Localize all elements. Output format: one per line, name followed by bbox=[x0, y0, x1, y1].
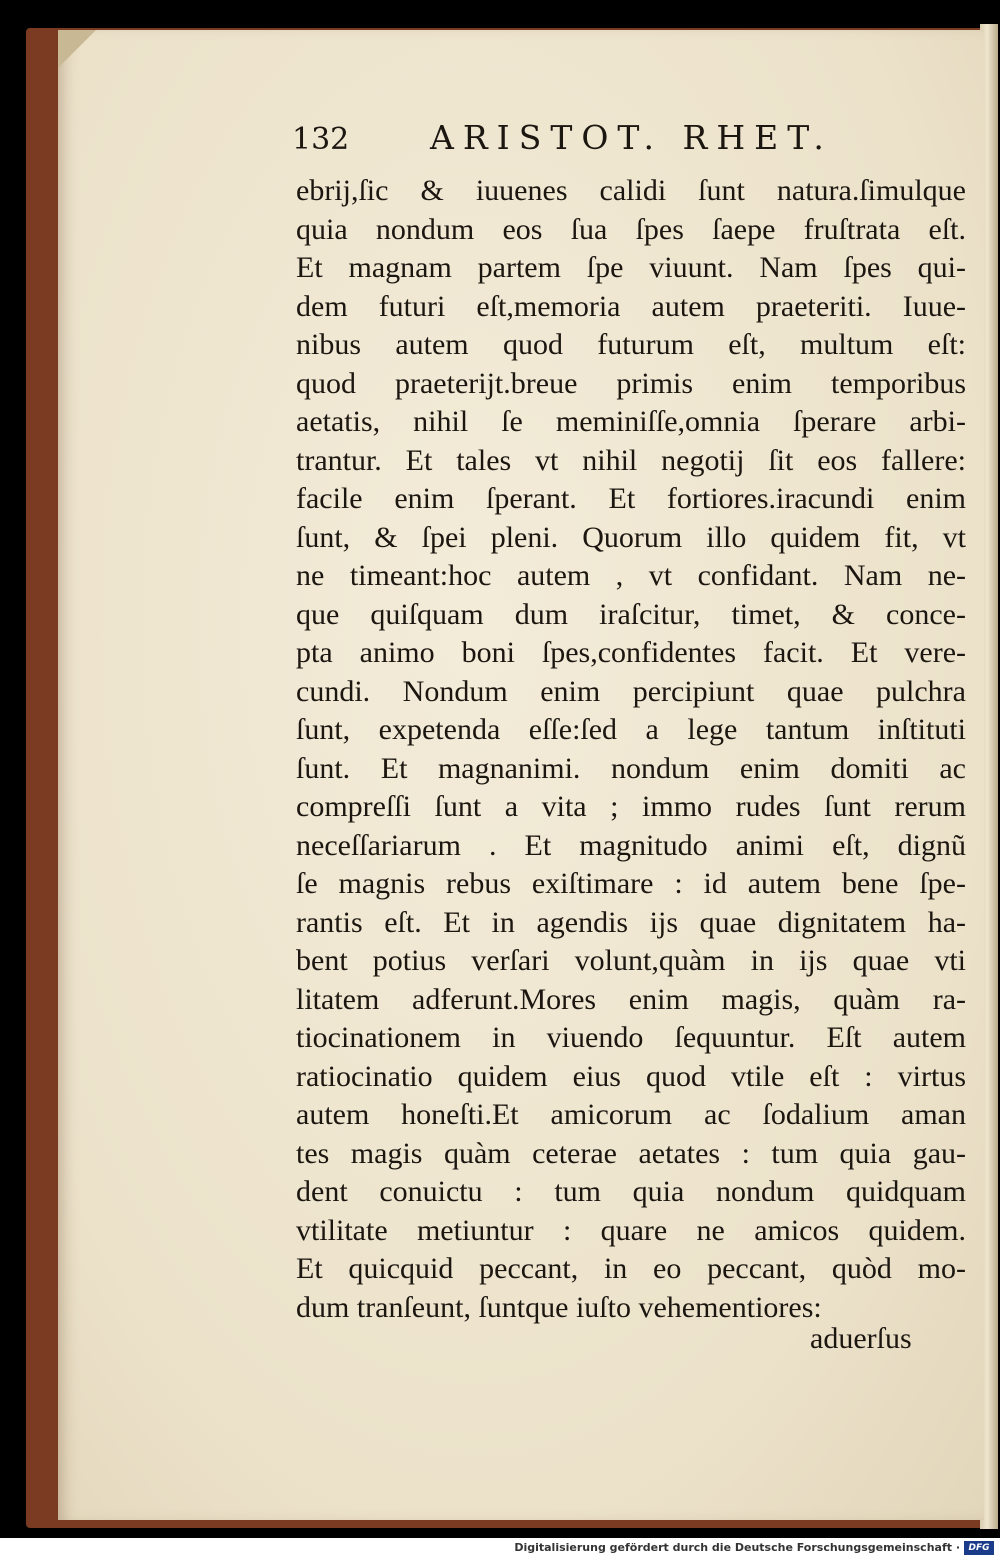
text-line: ſunt, & ſpei pleni. Quorum illo quidem fit, vt bbox=[296, 520, 966, 554]
text-line: tes magis quàm ceterae aetates : tum quia gau- bbox=[296, 1136, 966, 1170]
text-line: ſunt. Et magnanimi. nondum enim domiti ac bbox=[296, 751, 966, 785]
funding-credit: Digitalisierung gefördert durch die Deutsche Forschungsgemeinschaft · bbox=[514, 1541, 960, 1554]
text-line: ratiocinatio quidem eius quod vtile eſt : virtus bbox=[296, 1059, 966, 1093]
text-line: ſunt, expetenda eſſe:ſed a lege tantum inſtituti bbox=[296, 713, 966, 746]
text-line: facile enim ſperant. Et fortiores.iracundi enim bbox=[296, 482, 966, 515]
footer-bar bbox=[0, 1538, 1000, 1559]
running-title: ARISTOT. RHET. bbox=[430, 118, 833, 157]
text-line: cundi. Nondum enim percipiunt quae pulchra bbox=[296, 674, 966, 708]
text-line: dent conuictu : tum quia nondum quidquam bbox=[296, 1175, 966, 1208]
text-line: tiocinationem in viuendo ſequuntur. Eſt autem bbox=[296, 1021, 966, 1054]
text-line: autem honeſti.Et amicorum ac ſodalium aman bbox=[296, 1098, 966, 1131]
text-line: compreſſi ſunt a vita ; immo rudes ſunt rerum bbox=[296, 790, 966, 823]
catchword: aduerſus bbox=[810, 1322, 912, 1355]
page-number: 132 bbox=[292, 122, 350, 157]
text-line: aetatis, nihil ſe meminiſſe,omnia ſperare arbi- bbox=[296, 405, 966, 438]
text-line: Et quicquid peccant, in eo peccant, quòd mo- bbox=[296, 1252, 966, 1285]
text-line: vtilitate metiuntur : quare ne amicos quidem. bbox=[296, 1213, 966, 1247]
text-line: Et magnam partem ſpe viuunt. Nam ſpes qui- bbox=[296, 251, 966, 284]
text-line: ſe magnis rebus exiſtimare : id autem bene ſpe- bbox=[296, 867, 966, 900]
text-line: dem futuri eſt,memoria autem praeteriti. Iuue- bbox=[296, 289, 966, 323]
text-line: bent potius verſari volunt,quàm in ijs quae vti bbox=[296, 944, 966, 977]
text-line: ebrij,ſic & iuuenes calidi ſunt natura.ſimulque bbox=[296, 174, 966, 207]
text-line: litatem adferunt.Mores enim magis, quàm ra- bbox=[296, 982, 966, 1016]
body-text bbox=[296, 172, 966, 1327]
dfg-logo: DFG bbox=[964, 1541, 994, 1555]
text-line: quia nondum eos ſua ſpes ſaepe fruſtrata eſt. bbox=[296, 212, 966, 246]
folded-corner bbox=[58, 30, 96, 68]
text-line: ne timeant:hoc autem , vt confidant. Nam ne- bbox=[296, 559, 966, 592]
text-line: rantis eſt. Et in agendis ijs quae dignitatem ha- bbox=[296, 905, 966, 939]
text-line: pta animo boni ſpes,confidentes facit. Et vere- bbox=[296, 636, 966, 669]
text-line: quod praeterijt.breue primis enim temporibus bbox=[296, 366, 966, 400]
text-line: dum tranſeunt, ſuntque iuſto vehementiores: bbox=[296, 1290, 822, 1324]
text-line: que quiſquam dum iraſcitur, timet, & conce- bbox=[296, 597, 966, 631]
text-line: neceſſariarum . Et magnitudo animi eſt, dignũ bbox=[296, 828, 966, 862]
page-header bbox=[292, 112, 872, 168]
text-line: trantur. Et tales vt nihil negotij ſit eos fallere: bbox=[296, 443, 966, 477]
text-line: nibus autem quod futurum eſt, multum eſt: bbox=[296, 328, 966, 361]
